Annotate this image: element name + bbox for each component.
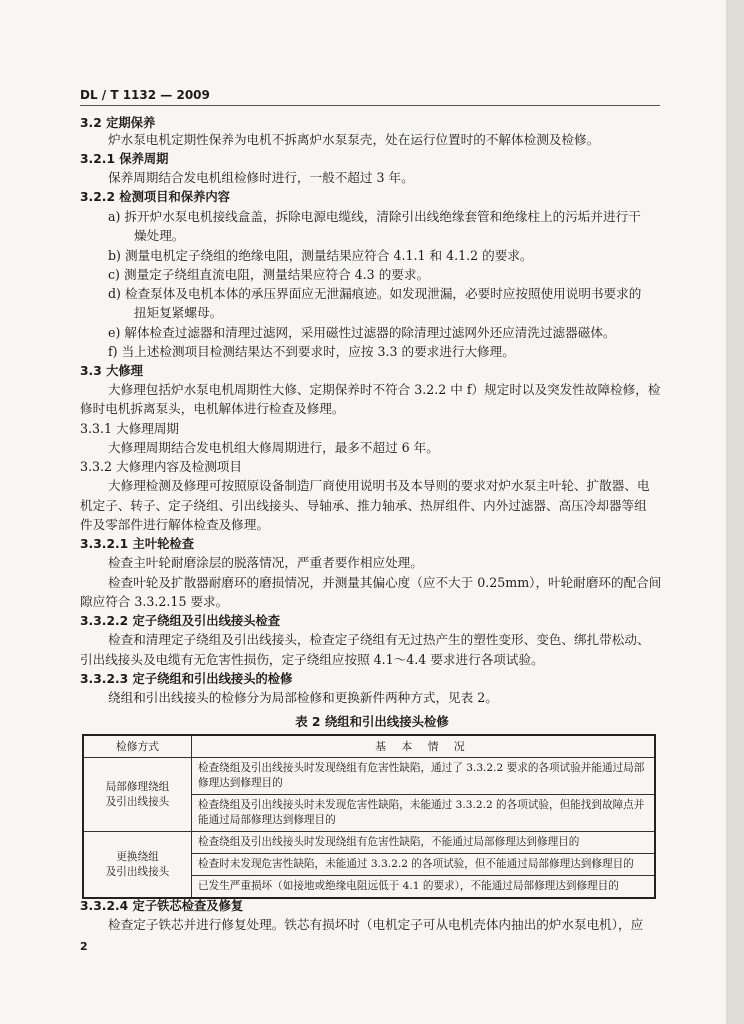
header-rule <box>80 105 660 106</box>
paragraph-line: b) 测量电机定子绕组的绝缘电阻，测量结果应符合 4.1.1 和 4.1.2 的要求。 <box>108 248 533 263</box>
section-heading: 3.2.1 保养周期 <box>80 152 169 166</box>
column-header-details: 基 本 情 况 <box>192 735 656 758</box>
paragraph-line: 机定子、转子、定子绕组、引出线接头、导轴承、推力轴承、热屏组件、内外过滤器、高压冷却器等组 <box>80 498 647 513</box>
detail-cell: 检查时未发现危害性缺陷，未能通过 3.3.2.2 的各项试验，但不能通过局部修理达到修理目的 <box>192 854 656 876</box>
table-body <box>83 758 655 899</box>
paragraph-line: f) 当上述检测项目检测结果达不到要求时，应按 3.3 的要求进行大修理。 <box>108 344 515 359</box>
paragraph-line: 隙应符合 3.3.2.15 要求。 <box>80 594 229 609</box>
section-heading: 3.3.2.3 定子绕组和引出线接头的检修 <box>80 672 293 686</box>
paragraph-line: 检查叶轮及扩散器耐磨环的磨损情况，并测量其偏心度（应不大于 0.25mm），叶轮耐磨环的配合间 <box>108 575 662 590</box>
paragraph-line: 扭矩复紧螺母。 <box>134 305 223 320</box>
section-heading: 3.2.2 检测项目和保养内容 <box>80 190 230 204</box>
detail-cell: 检查绕组及引出线接头时发现绕组有危害性缺陷，不能通过局部修理达到修理目的 <box>192 832 656 854</box>
paragraph-line: 修时电机拆离泵头，电机解体进行检查及修理。 <box>80 401 345 416</box>
detail-cell: 已发生严重损坏（如接地或绝缘电阻远低于 4.1 的要求），不能通过局部修理达到修理目的 <box>192 876 656 899</box>
detail-cell: 检查绕组及引出线接头时发现绕组有危害性缺陷，通过了 3.3.2.2 要求的各项试验并能通过局部修理达到修理目的 <box>192 758 656 795</box>
paragraph-line: 绕组和引出线接头的检修分为局部检修和更换新件两种方式，见表 2。 <box>108 690 498 705</box>
paragraph-line: c) 测量定子绕组直流电阻，测量结果应符合 4.3 的要求。 <box>108 267 430 282</box>
table-row <box>83 758 655 795</box>
paragraph-line: 大修理周期结合发电机组大修周期进行，最多不超过 6 年。 <box>108 440 439 455</box>
paragraph-line: 检查和清理定子绕组及引出线接头，检查定子绕组有无过热产生的塑性变形、变色、绑扎带松动、 <box>108 632 650 647</box>
paragraph-line: 大修理检测及修理可按照原设备制造厂商使用说明书及本导则的要求对炉水泵主叶轮、扩散器、电 <box>108 478 650 493</box>
section-heading: 3.2 定期保养 <box>80 116 156 130</box>
paragraph-line: a) 拆开炉水泵电机接线盒盖，拆除电源电缆线，清除引出线绝缘套管和绝缘柱上的污垢并进行干 <box>108 209 641 224</box>
paragraph-line: 大修理包括炉水泵电机周期性大修、定期保养时不符合 3.2.2 中 f）规定时以及突发性故障检修，检 <box>108 382 661 397</box>
paragraph-line: 引出线接头及电缆有无危害性损伤，定子绕组应按照 4.1～4.4 要求进行各项试验。 <box>80 652 544 667</box>
paragraph-line: 件及零部件进行解体检查及修理。 <box>80 517 269 532</box>
section-heading: 3.3.2.4 定子铁芯检查及修复 <box>80 899 244 913</box>
paragraph-line: 检查定子铁芯并进行修复处理。铁芯有损坏时（电机定子可从电机壳体内抽出的炉水泵电机），应 <box>108 917 644 932</box>
table-caption: 表 2 绕组和引出线接头检修 <box>295 714 449 729</box>
method-cell: 局部修理绕组 及引出线接头 <box>83 758 192 832</box>
paragraph-line: 3.3.2 大修理内容及检测项目 <box>80 459 242 474</box>
column-header-method: 检修方式 <box>83 735 192 758</box>
repair-table <box>82 734 656 899</box>
section-heading: 3.3 大修理 <box>80 364 143 378</box>
paragraph-line: 保养周期结合发电机组检修时进行，一般不超过 3 年。 <box>108 170 414 185</box>
page-edge <box>726 0 744 1024</box>
paragraph-line: d) 检查泵体及电机本体的承压界面应无泄漏痕迹。如发现泄漏，必要时应按照使用说明书要求的 <box>108 286 642 301</box>
paragraph-line: 检查主叶轮耐磨涂层的脱落情况，严重者要作相应处理。 <box>108 555 423 570</box>
paragraph-line: 3.3.1 大修理周期 <box>80 421 180 436</box>
section-heading: 3.3.2.2 定子绕组及引出线接头检查 <box>80 614 281 628</box>
paragraph-line: e) 解体检查过滤器和清理过滤网，采用磁性过滤器的除清理过滤网外还应清洗过滤器磁体。 <box>108 325 616 340</box>
detail-cell: 检查绕组及引出线接头时未发现危害性缺陷，未能通过 3.3.2.2 的各项试验，但能找到故障点并能通过局部修理达到修理目的 <box>192 795 656 832</box>
document-code-header: DL / T 1132 — 2009 <box>80 88 210 102</box>
table-row <box>83 832 655 854</box>
table-header-row <box>83 735 655 758</box>
method-cell: 更换绕组 及引出线接头 <box>83 832 192 899</box>
paragraph-line: 燥处理。 <box>134 228 185 243</box>
page-number: 2 <box>80 940 88 953</box>
paragraph-line: 炉水泵电机定期性保养为电机不拆离炉水泵泵壳，处在运行位置时的不解体检测及检修。 <box>108 132 600 147</box>
section-heading: 3.3.2.1 主叶轮检查 <box>80 537 195 551</box>
